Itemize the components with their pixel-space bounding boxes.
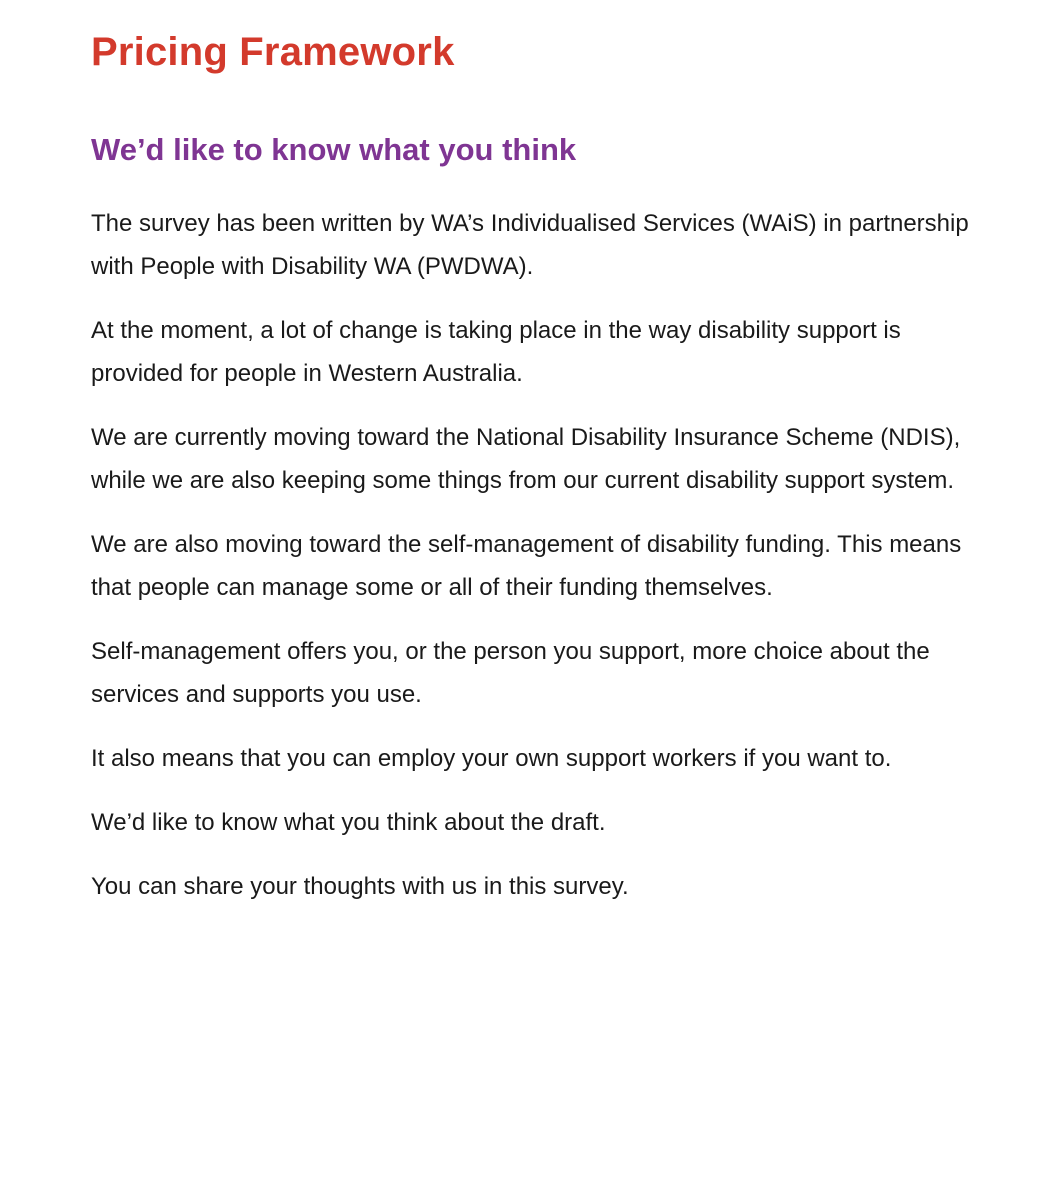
- paragraph-share: You can share your thoughts with us in this survey.: [91, 873, 629, 900]
- paragraph-ndis: We are currently moving toward the National Disability Insurance Scheme (NDIS), while we are also keeping some things from our current disability support system.: [91, 424, 961, 494]
- paragraph-change: At the moment, a lot of change is taking place in the way disability support is provided for people in Western Australia.: [91, 317, 901, 387]
- paragraph-employ: It also means that you can employ your own support workers if you want to.: [91, 745, 892, 772]
- paragraph-choice: Self-management offers you, or the person you support, more choice about the services and supports you use.: [91, 638, 930, 708]
- paragraph-survey-authors: The survey has been written by WA’s Individualised Services (WAiS) in partnership with People with Disability WA (PWDWA).: [91, 210, 969, 280]
- paragraph-self-management: We are also moving toward the self-management of disability funding. This means that people can manage some or all of their funding themselves.: [91, 531, 962, 601]
- body-text: [91, 202, 991, 929]
- paragraph-draft: We’d like to know what you think about the draft.: [91, 809, 606, 836]
- section-heading: We’d like to know what you think: [91, 132, 577, 167]
- page-title: Pricing Framework: [91, 30, 455, 74]
